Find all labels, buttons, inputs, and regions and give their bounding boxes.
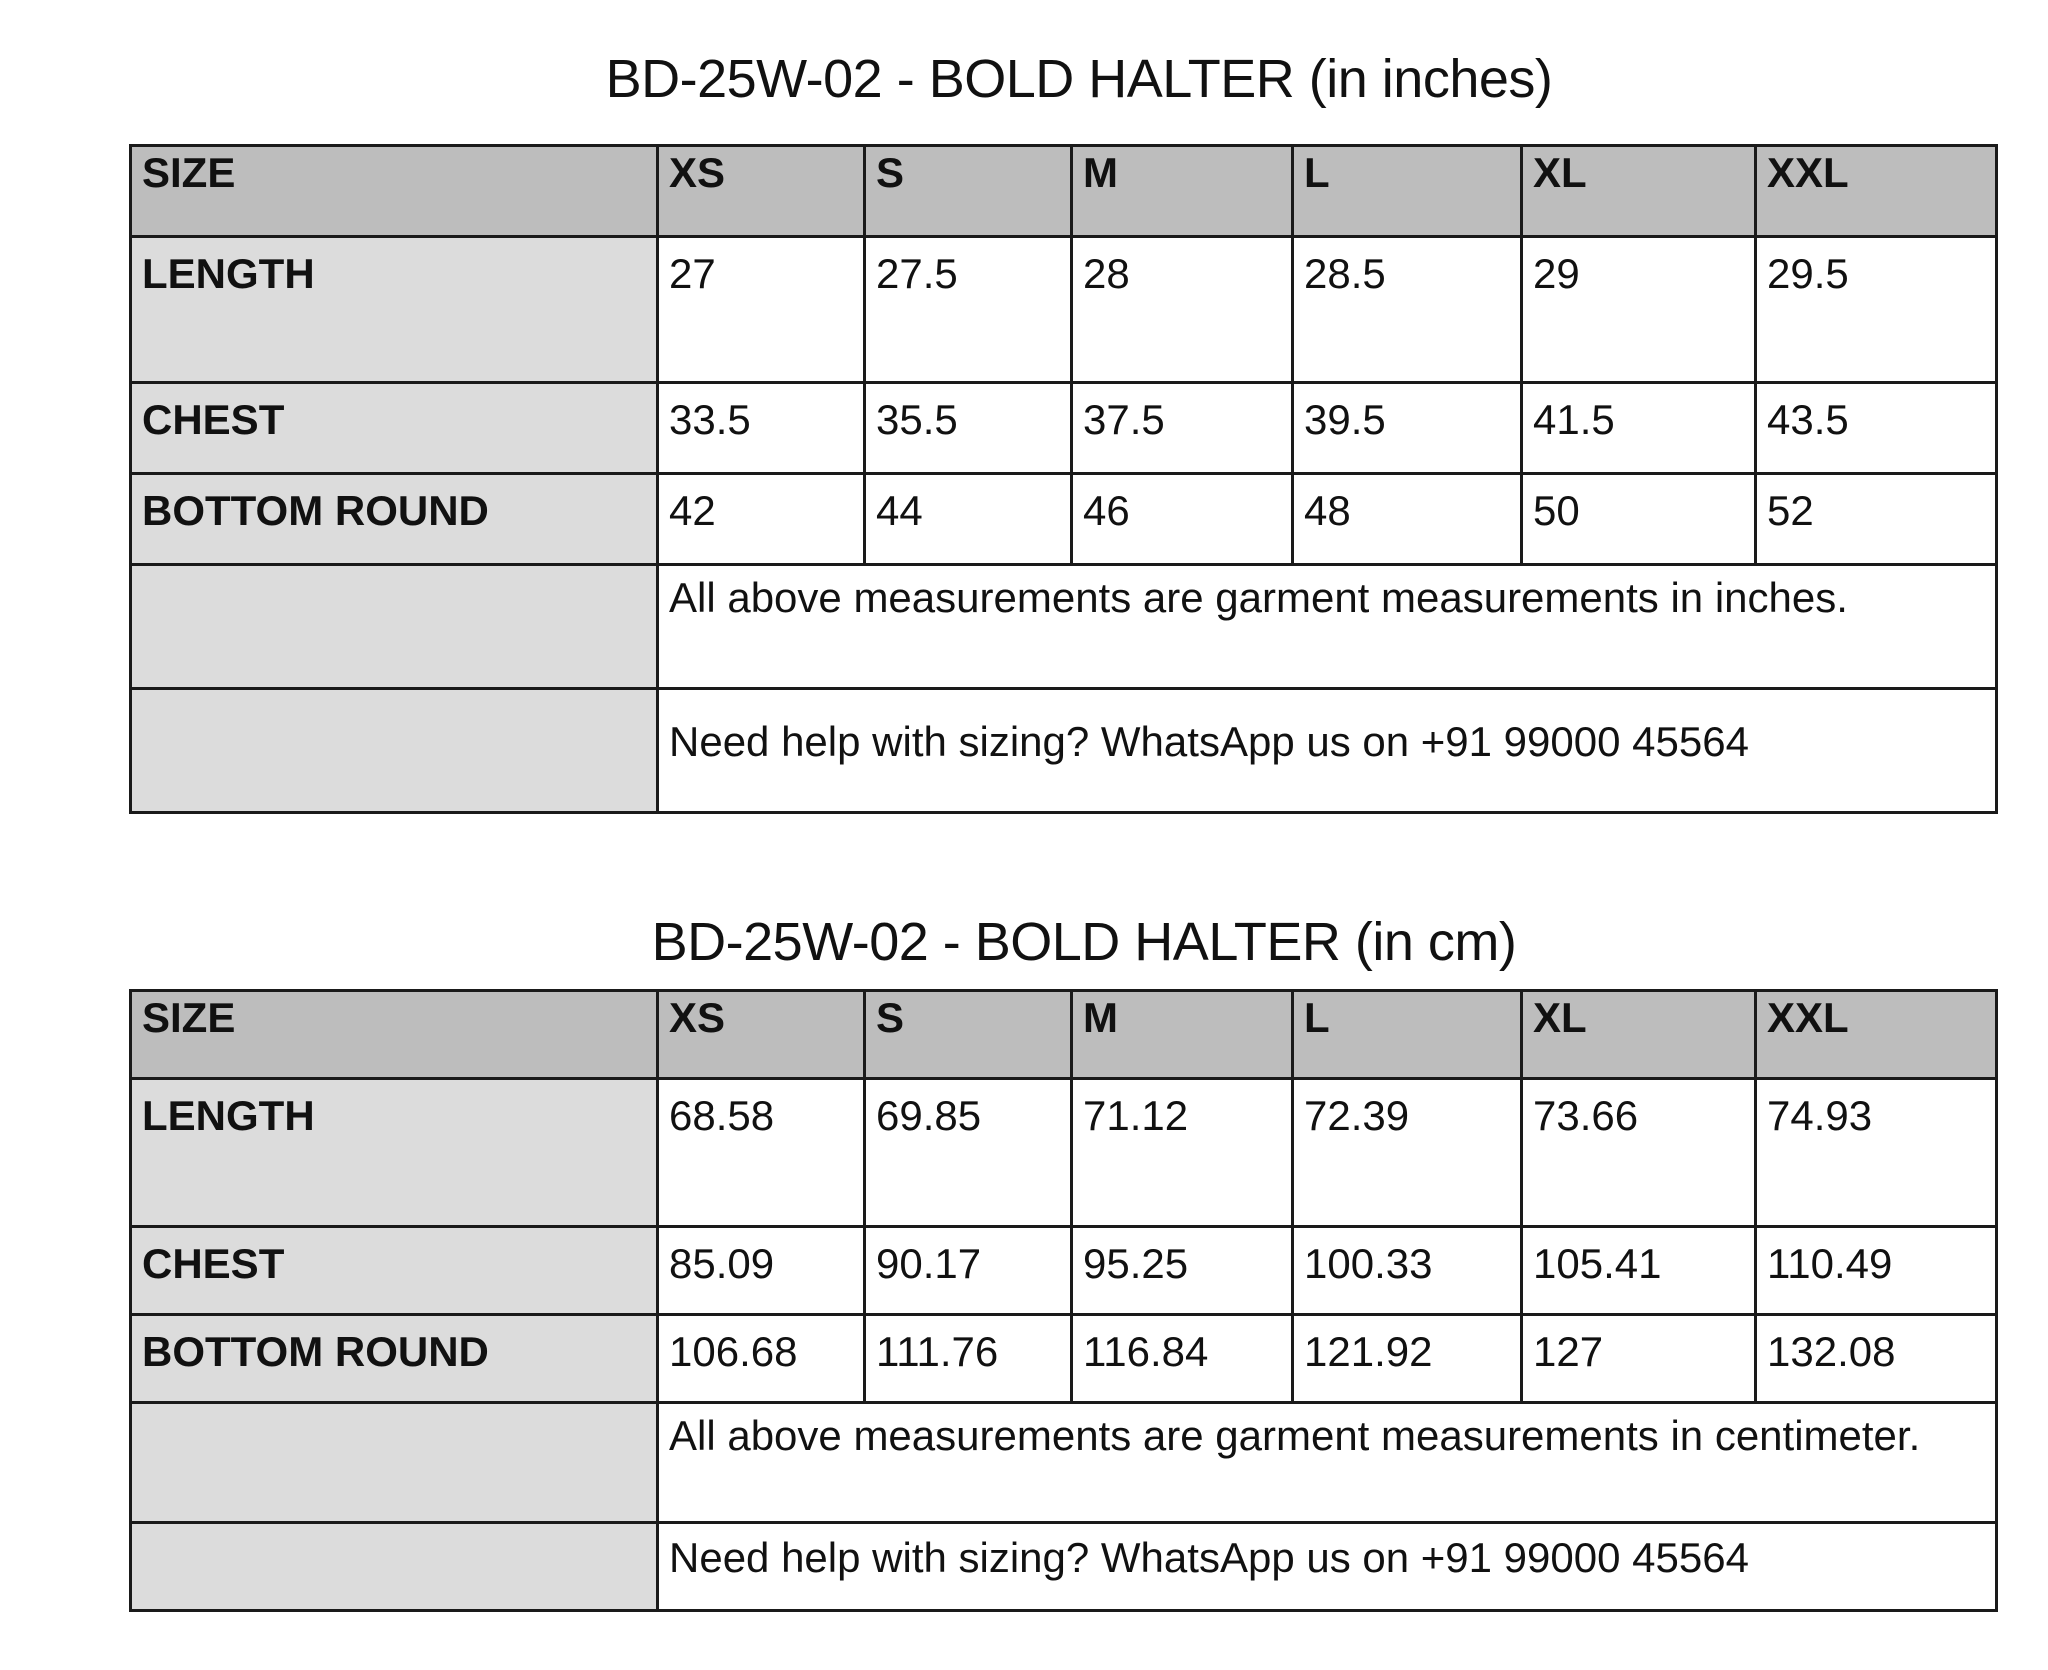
header-cell-l: L — [1293, 991, 1522, 1079]
table-cell: 72.39 — [1293, 1079, 1522, 1227]
table-cell: 28.5 — [1293, 237, 1522, 383]
table-row-help — [131, 1523, 1997, 1611]
table-header-row — [131, 991, 1997, 1079]
sizing-help-text: Need help with sizing? WhatsApp us on +91 99000 45564 — [658, 1523, 1997, 1611]
row-label-length: LENGTH — [131, 237, 658, 383]
table-row-help — [131, 689, 1997, 813]
table-row-length — [131, 1079, 1997, 1227]
table-cell: 35.5 — [865, 383, 1072, 474]
table-cell: 39.5 — [1293, 383, 1522, 474]
empty-label-cell — [131, 689, 658, 813]
header-cell-s: S — [865, 146, 1072, 237]
table-row-note — [131, 565, 1997, 689]
table-cell: 37.5 — [1072, 383, 1293, 474]
size-chart-title-inches: BD-25W-02 - BOLD HALTER (in inches) — [605, 49, 1553, 109]
table-cell: 73.66 — [1522, 1079, 1756, 1227]
table-cell: 100.33 — [1293, 1227, 1522, 1315]
table-cell: 29.5 — [1756, 237, 1997, 383]
row-label-chest: CHEST — [131, 1227, 658, 1315]
header-cell-xs: XS — [658, 146, 865, 237]
empty-label-cell — [131, 1523, 658, 1611]
table-row-note — [131, 1403, 1997, 1523]
table-cell: 121.92 — [1293, 1315, 1522, 1403]
empty-label-cell — [131, 1403, 658, 1523]
measurement-note: All above measurements are garment measurements in centimeter. — [658, 1403, 1997, 1523]
table-cell: 127 — [1522, 1315, 1756, 1403]
table-cell: 28 — [1072, 237, 1293, 383]
sizing-help-text: Need help with sizing? WhatsApp us on +91 99000 45564 — [658, 689, 1997, 813]
row-label-chest: CHEST — [131, 383, 658, 474]
table-row-bottom-round — [131, 474, 1997, 565]
table-cell: 90.17 — [865, 1227, 1072, 1315]
header-cell-m: M — [1072, 991, 1293, 1079]
table-row-bottom-round — [131, 1315, 1997, 1403]
measurement-note: All above measurements are garment measurements in inches. — [658, 565, 1997, 689]
table-cell: 105.41 — [1522, 1227, 1756, 1315]
table-row-chest — [131, 383, 1997, 474]
table-cell: 68.58 — [658, 1079, 865, 1227]
table-cell: 132.08 — [1756, 1315, 1997, 1403]
table-cell: 27 — [658, 237, 865, 383]
table-cell: 106.68 — [658, 1315, 865, 1403]
row-label-bottom-round: BOTTOM ROUND — [131, 474, 658, 565]
table-cell: 42 — [658, 474, 865, 565]
table-cell: 29 — [1522, 237, 1756, 383]
table-cell: 41.5 — [1522, 383, 1756, 474]
table-row-length — [131, 237, 1997, 383]
size-table-inches — [129, 144, 1998, 814]
header-cell-xxl: XXL — [1756, 991, 1997, 1079]
table-cell: 111.76 — [865, 1315, 1072, 1403]
table-cell: 95.25 — [1072, 1227, 1293, 1315]
table-row-chest — [131, 1227, 1997, 1315]
header-cell-xs: XS — [658, 991, 865, 1079]
header-cell-s: S — [865, 991, 1072, 1079]
table-cell: 44 — [865, 474, 1072, 565]
row-label-length: LENGTH — [131, 1079, 658, 1227]
empty-label-cell — [131, 565, 658, 689]
header-cell-m: M — [1072, 146, 1293, 237]
table-cell: 71.12 — [1072, 1079, 1293, 1227]
table-cell: 48 — [1293, 474, 1522, 565]
row-label-bottom-round: BOTTOM ROUND — [131, 1315, 658, 1403]
table-cell: 46 — [1072, 474, 1293, 565]
table-cell: 43.5 — [1756, 383, 1997, 474]
table-cell: 52 — [1756, 474, 1997, 565]
table-cell: 69.85 — [865, 1079, 1072, 1227]
size-chart-title-cm: BD-25W-02 - BOLD HALTER (in cm) — [651, 912, 1517, 972]
header-cell-size: SIZE — [131, 991, 658, 1079]
table-cell: 85.09 — [658, 1227, 865, 1315]
size-table-cm — [129, 989, 1998, 1612]
table-cell: 50 — [1522, 474, 1756, 565]
table-header-row — [131, 146, 1997, 237]
header-cell-xl: XL — [1522, 146, 1756, 237]
table-cell: 74.93 — [1756, 1079, 1997, 1227]
table-cell: 33.5 — [658, 383, 865, 474]
header-cell-l: L — [1293, 146, 1522, 237]
header-cell-size: SIZE — [131, 146, 658, 237]
table-cell: 27.5 — [865, 237, 1072, 383]
table-cell: 116.84 — [1072, 1315, 1293, 1403]
header-cell-xl: XL — [1522, 991, 1756, 1079]
table-cell: 110.49 — [1756, 1227, 1997, 1315]
header-cell-xxl: XXL — [1756, 146, 1997, 237]
